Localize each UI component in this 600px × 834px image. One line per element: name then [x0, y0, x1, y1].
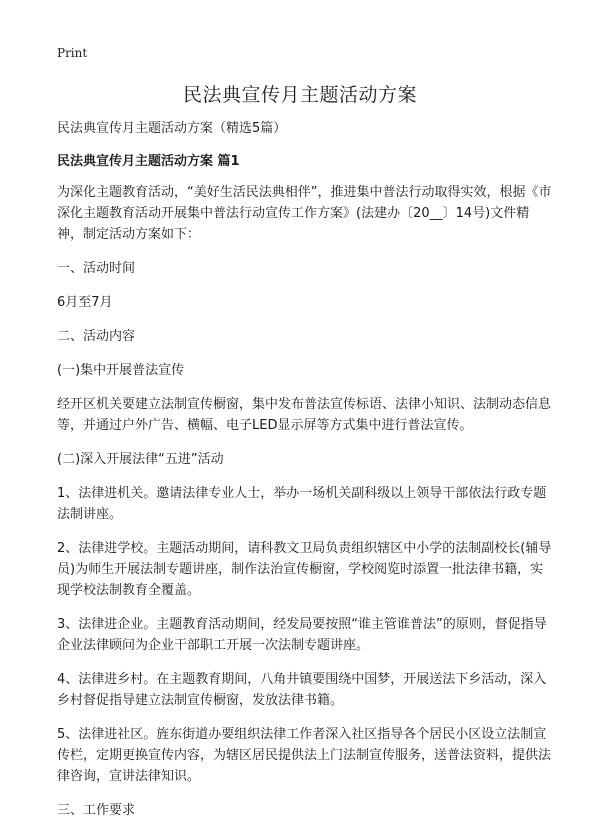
subheading-publicity: (一)集中开展普法宣传: [57, 363, 185, 378]
heading-activity-content: 二、活动内容: [57, 329, 136, 344]
document-subtitle: 民法典宣传月主题活动方案（精选5篇）: [57, 121, 287, 136]
subheading-five-entries: (二)深入开展法律“五进”活动: [57, 452, 224, 467]
publicity-paragraph: 经开区机关要建立法制宣传橱窗，集中发布普法宣传标语、法律小知识、法制动态信息等，并通过户外广告、横幅、电子LED显示屏等方式集中进行普法宣传。: [57, 397, 552, 433]
item-agencies: 1、法律进机关。邀请法律专业人士，举办一场机关副科级以上领导干部依法行政专题法制讲座。: [57, 486, 547, 522]
item-villages: 4、法律进乡村。在主题教育期间，八角井镇要围绕中国梦，开展送法下乡活动，深入乡村督促指导建立法制宣传橱窗，发放法律书籍。: [57, 672, 547, 708]
page-title: 民法典宣传月主题活动方案: [182, 84, 417, 106]
item-enterprises: 3、法律进企业。主题教育活动期间，经发局要按照“谁主管谁普法”的原则，督促指导企业法律顾问为企业干部职工开展一次法制专题讲座。: [57, 617, 547, 653]
document-body: [57, 118, 552, 834]
item-schools: 2、法律进学校。主题活动期间，请科教文卫局负责组织辖区中小学的法制副校长(辅导员)为师生开展法制专题讲座，制作法治宣传橱窗，学校阅览时添置一批法律书籍，实现学校法制教育全覆盖。: [57, 541, 552, 598]
item-communities: 5、法律进社区。旌东街道办要组织法律工作者深入社区指导各个居民小区设立法制宣传栏，定期更换宣传内容，为辖区居民提供法上门法制宣传服务，送普法资料，提供法律咨询，宣讲法律知识。: [57, 727, 552, 784]
intro-paragraph: 为深化主题教育活动，“美好生活民法典相伴”，推进集中普法行动取得实效，根据《市深化主题教育活动开展集中普法行动宣传工作方案》(法建办〔20__〕14号)文件精神，制定活动方案如下：: [57, 185, 552, 242]
heading-work-requirements: 三、工作要求: [57, 803, 136, 818]
print-link[interactable]: Print: [57, 46, 88, 60]
activity-time-value: 6月至7月: [57, 295, 113, 310]
section-heading: 民法典宣传月主题活动方案 篇1: [57, 154, 240, 169]
heading-activity-time: 一、活动时间: [57, 261, 136, 276]
